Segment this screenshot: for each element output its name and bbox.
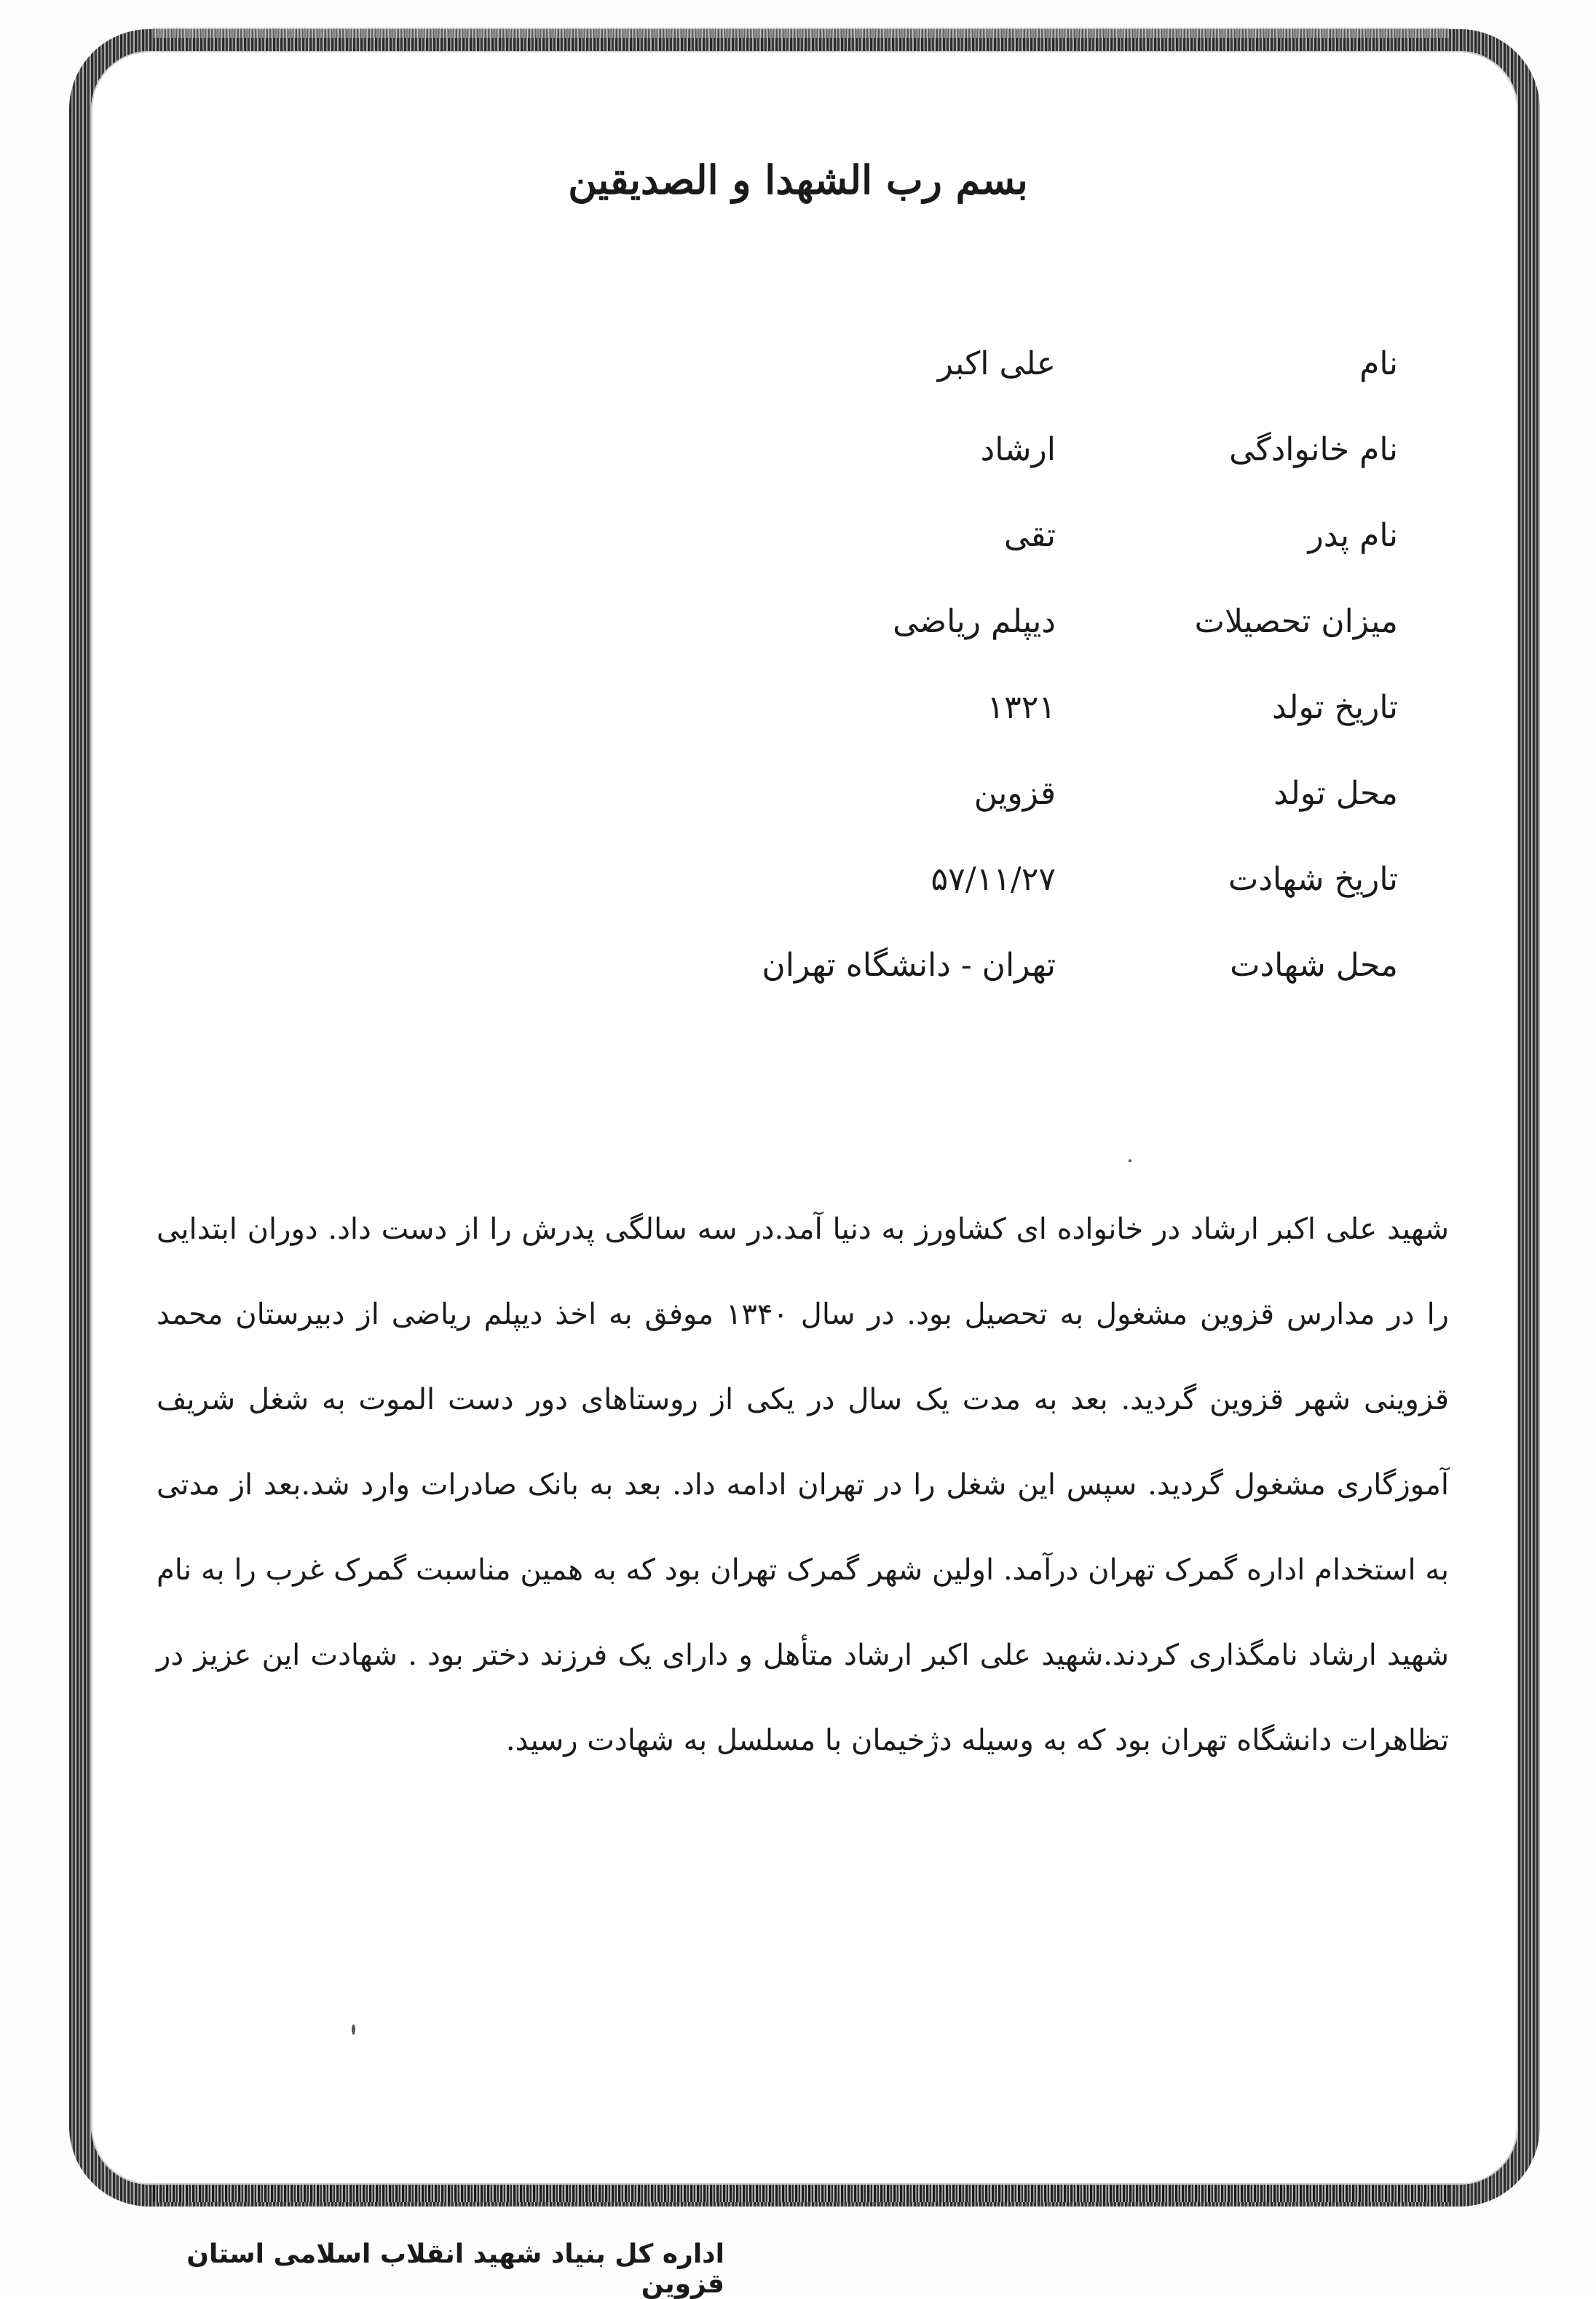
info-label: محل شهادت [1230,946,1398,984]
info-row-martyrdom-place [655,922,1398,1008]
info-row-education [655,578,1398,664]
info-label: میزان تحصیلات [1194,602,1398,640]
info-row-birth-place [655,750,1398,836]
personal-info-table [655,320,1398,1008]
info-label: نام پدر [1308,516,1398,554]
info-row-martyrdom-date [655,836,1398,922]
info-label: نام [1359,344,1398,382]
info-value: علی اکبر [937,344,1056,382]
info-value: ارشاد [980,430,1056,468]
info-row-first-name [655,320,1398,406]
info-row-last-name [655,406,1398,492]
frame-top-texture [153,28,1449,38]
document-heading: بسم رب الشهدا و الصدیقین [568,157,1028,203]
info-value: دیپلم ریاضی [893,602,1056,640]
info-value: تهران - دانشگاه تهران [762,946,1056,984]
info-value: تقی [1003,516,1056,554]
biography-paragraph: شهید علی اکبر ارشاد در خانواده ای کشاورز به دنیا آمد.در سه سالگی پدرش را از دست داد. دوران ابتدایی را در مدارس قزوین مشغول به تحصیل بود. در سال ۱۳۴۰ موفق به اخذ دیپلم ریاضی از دبیرستان محمد قزوینی شهر قزوین گردید. بعد به مدت یک سال در یکی از روستاهای دور دست الموت به شغل شریف آموزگاری مشغول گردید. سپس این شغل را در تهران ادامه داد. بعد به بانک صادرات وارد شد.بعد از مدتی به استخدام اداره گمرک تهران درآمد. اولین شهر گمرک تهران بود که به همین مناسبت گمرک غرب را به نام شهید ارشاد نامگذاری کردند.شهید علی اکبر ارشاد متأهل و دارای یک فرزند دختر بود . شهادت این عزیز در تظاهرات دانشگاه تهران بود که به وسیله دژخیمان با مسلسل به شهادت رسید. [157,1212,1449,1757]
footer-organization: اداره کل بنیاد شهید انقلاب اسلامی استان قزوین [186,2239,724,2299]
frame-bottom-texture [153,2185,1449,2202]
scan-speck [352,2024,355,2035]
info-value: قزوین [973,774,1056,812]
info-row-birth-date [655,664,1398,750]
scan-speck [1129,1159,1131,1162]
info-label: نام خانوادگی [1229,430,1398,468]
info-value: ۱۳۲۱ [987,688,1056,726]
info-value: ۵۷/۱۱/۲۷ [931,860,1056,898]
info-label: تاریخ شهادت [1228,860,1398,898]
info-label: محل تولد [1273,774,1398,812]
info-row-father-name [655,492,1398,578]
info-label: تاریخ تولد [1271,688,1398,726]
